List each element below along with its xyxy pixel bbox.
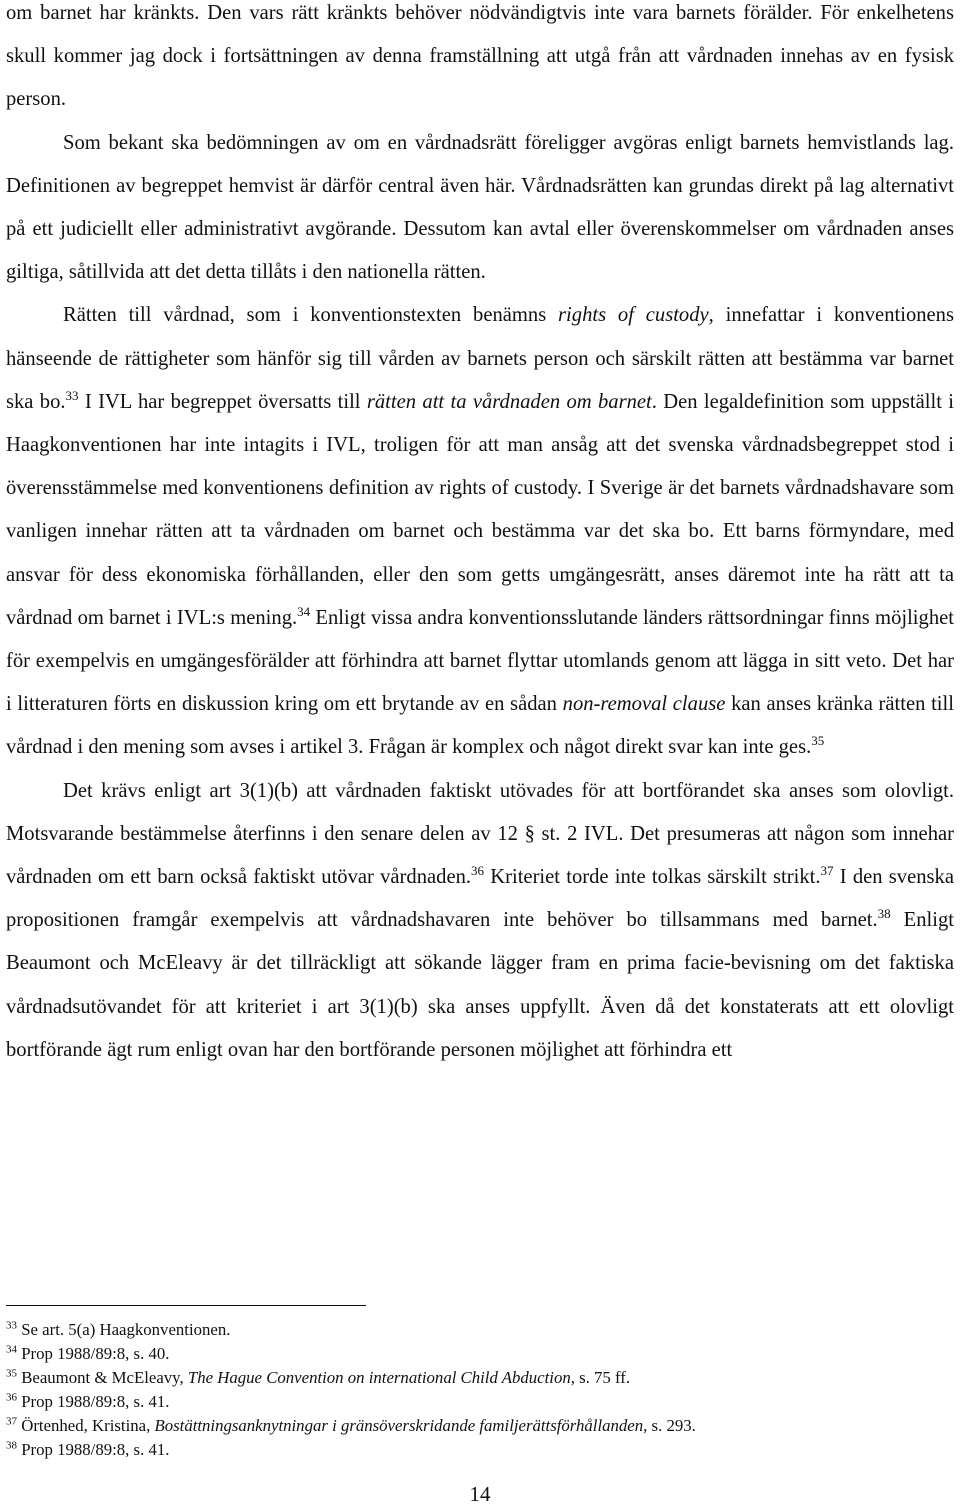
text-run: Som bekant ska bedömningen av om en vårdnadsrätt föreligger avgöras enligt barnets hemvistlands lag. Definitionen av begreppet hemvist är därför central även här. Vårdnadsrätten kan grundas direkt på lag alternativt på ett judiciellt eller administrativt avgörande. Dessutom kan avtal eller överenskommelser om vårdnaden anses giltiga, såtillvida att det detta tillåts i den nationella rätten. [6, 131, 954, 284]
page-number: 14 [469, 1482, 491, 1506]
text-run: Se art. 5(a) Haagkonventionen. [17, 1320, 231, 1339]
footnote-number: 38 [6, 1439, 17, 1452]
text-run: Kriteriet torde inte tolkas särskilt strikt. [484, 866, 821, 889]
italic-text: rätten att ta vårdnaden om barnet [366, 390, 652, 413]
text-run: Enligt vissa andra konventionsslutande länders rättsordningar finns möjlighet för exempelvis en umgängesförälder att förhindra att barnet flyttar utomlands genom att lägga in sitt veto. Det har i litteraturen förts en diskussion kring om ett brytande av en sådan [6, 606, 954, 716]
paragraph [6, 294, 954, 769]
text-run: , s. 75 ff. [570, 1368, 631, 1387]
text-run: I IVL har begreppet översatts till [78, 390, 367, 413]
text-run: Rätten till vårdnad, som i konventionstexten benämns [63, 304, 559, 327]
footnote-number: 35 [6, 1367, 17, 1380]
footnote-separator [6, 1305, 366, 1306]
text-run: Örtenhed, Kristina, [17, 1416, 155, 1435]
footnote-item [6, 1390, 954, 1414]
footnote-number: 34 [6, 1343, 17, 1356]
footnote-item [6, 1366, 954, 1390]
text-run: Prop 1988/89:8, s. 41. [17, 1440, 170, 1459]
footnote-item [6, 1414, 954, 1438]
footnote-number: 36 [6, 1391, 17, 1404]
footnote-reference: 38 [877, 906, 891, 922]
footnote-reference: 34 [297, 603, 311, 619]
italic-text: Bostättningsanknytningar i gränsöverskridande familjerättsförhållanden, [154, 1416, 648, 1435]
footnote-reference: 37 [820, 863, 834, 879]
text-run: om barnet har kränkts. Den vars rätt kränkts behöver nödvändigtvis inte vara barnets förälder. För enkelhetens skull kommer jag dock i fortsättningen av denna framställning att utgå från att vårdnaden innehas av en fysisk person. [6, 2, 954, 111]
text-run: s. 293. [647, 1416, 696, 1435]
footnote-item [6, 1342, 954, 1366]
footnote-number: 37 [6, 1415, 17, 1428]
body-text [6, 0, 954, 1072]
italic-text: non-removal clause [562, 693, 726, 716]
document-page [6, 0, 954, 1072]
text-run: Prop 1988/89:8, s. 40. [17, 1344, 170, 1363]
footnote-item [6, 1318, 954, 1342]
paragraph [6, 770, 954, 1072]
footnote-reference: 36 [471, 863, 485, 879]
footnote-number: 33 [6, 1319, 17, 1332]
footnote-item [6, 1438, 954, 1462]
footnote-reference: 35 [811, 733, 825, 749]
text-run: I den svenska propositionen framgår exempelvis att vårdnadshavaren inte behöver bo tillsammans med barnet. [6, 866, 954, 932]
text-run: Prop 1988/89:8, s. 41. [17, 1392, 170, 1411]
italic-text: rights of custody [558, 304, 709, 327]
text-run: . Den legaldefinition som uppställt i Haagkonventionen har inte intagits i IVL, troligen för att man ansåg att det svenska vårdnadsbegreppet stod i överensstämmelse med konventionens definition av rights of custody. I Sverige är det barnets vårdnadshavare som vanligen innehar rätten att ta vårdnaden om barnet och bestämma var det ska bo. Ett barns förmyndare, med ansvar för dess ekonomiska förhållanden, eller den som getts umgängesrätt, anses däremot inte ha rätt att ta vårdnad om barnet i IVL:s mening. [6, 390, 954, 629]
text-run: , innefattar i konventionens hänseende de rättigheter som hänför sig till vården av barnets person och särskilt rätten att bestämma var barnet ska bo. [6, 304, 954, 413]
text-run: Beaumont & McEleavy, [17, 1368, 188, 1387]
text-run: Det krävs enligt art 3(1)(b) att vårdnaden faktiskt utövades för att bortförandet ska anses som olovligt. Motsvarande bestämmelse återfinns i den senare delen av 12 § st. 2 IVL. Det presumeras att någon som innehar vårdnaden om ett barn också faktiskt utövar vårdnaden. [6, 779, 954, 889]
paragraph [6, 0, 954, 122]
italic-text: The Hague Convention on international Child Abduction [187, 1368, 571, 1387]
footnotes [6, 1318, 954, 1462]
paragraph [6, 122, 954, 295]
text-run: Enligt Beaumont och McEleavy är det tillräckligt att sökande lägger fram en prima facie-bevisning om det faktiska vårdnadsutövandet för att kriteriet i art 3(1)(b) ska anses uppfyllt. Även då det konstaterats att ett olovligt bortförande ägt rum enligt ovan har den bortförande personen möjlighet att förhindra ett [6, 909, 954, 1061]
footnote-reference: 33 [65, 387, 79, 403]
text-run: kan anses kränka rätten till vårdnad i den mening som avses i artikel 3. Frågan är komplex och något direkt svar kan inte ges. [6, 693, 954, 759]
